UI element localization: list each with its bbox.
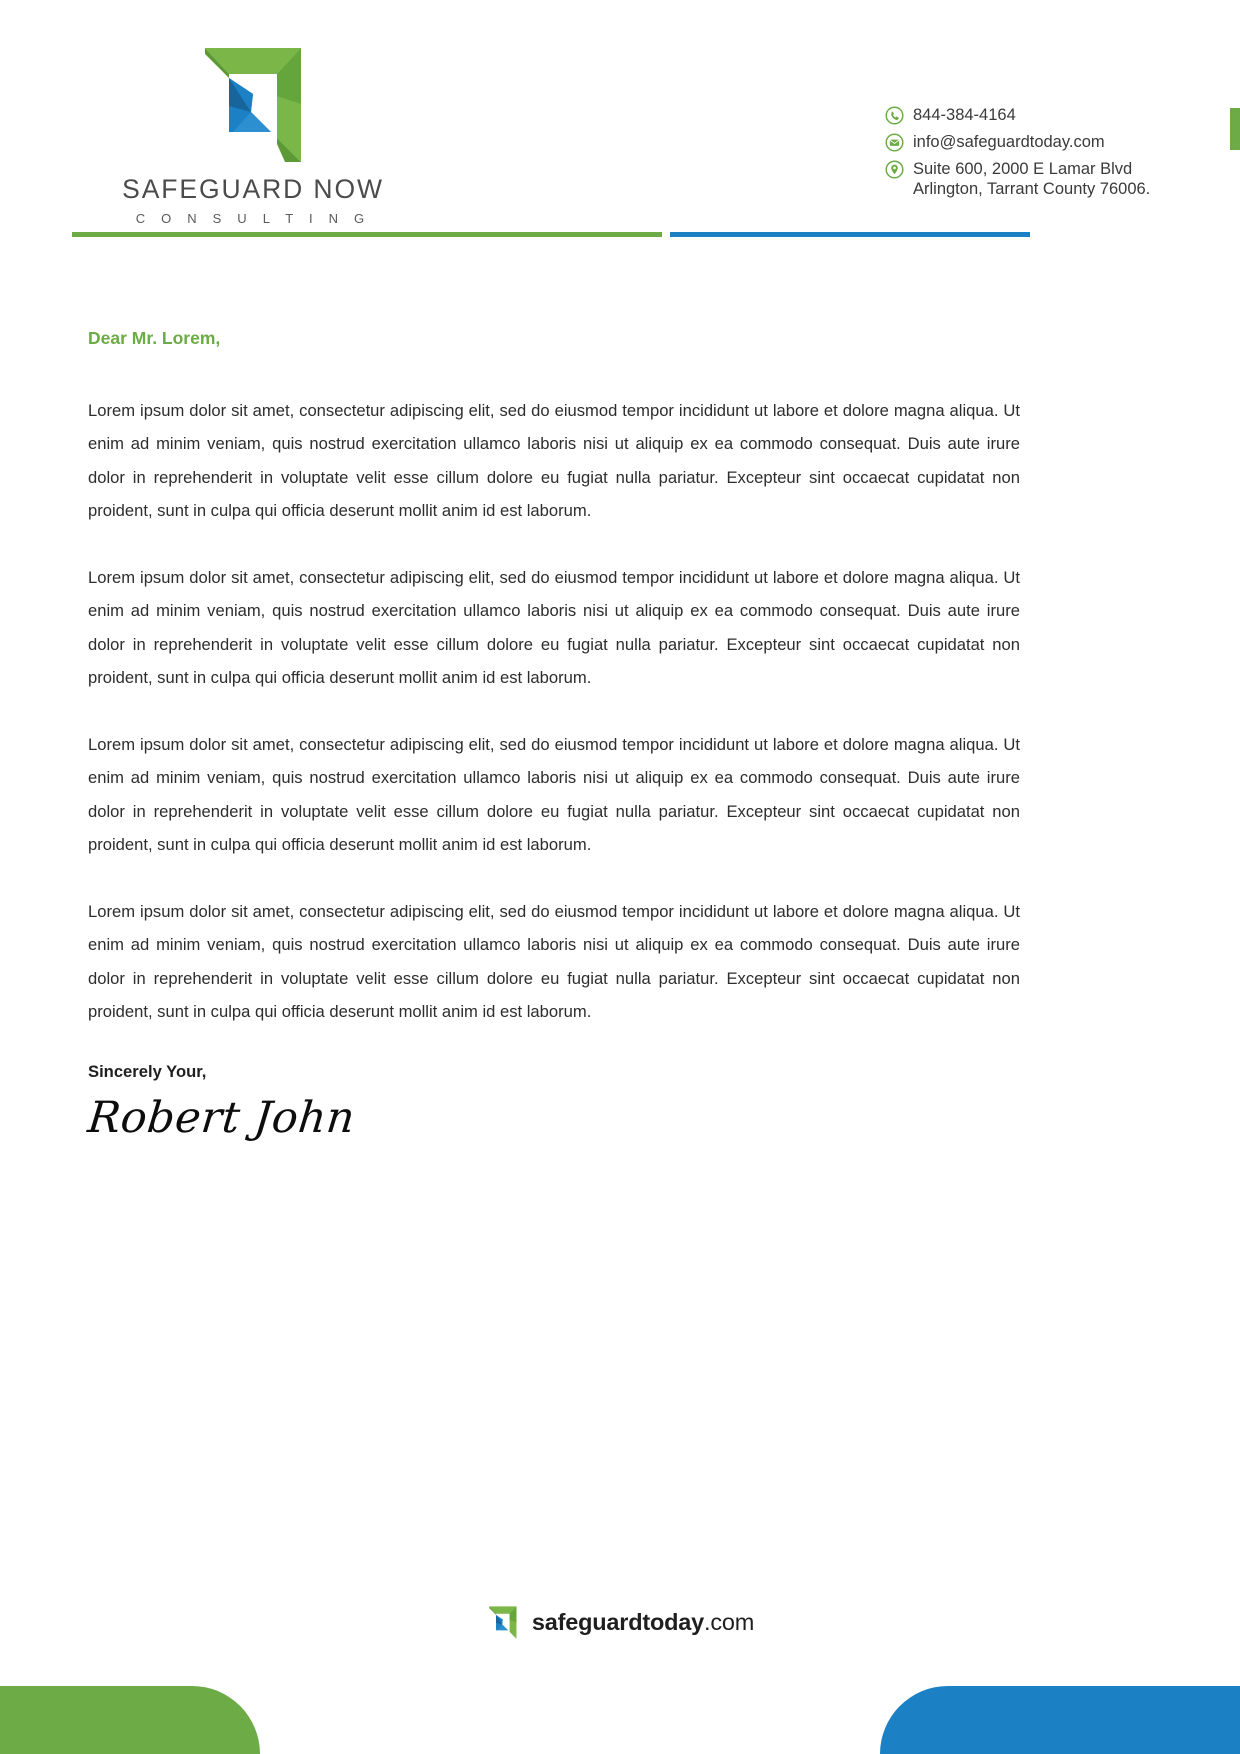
letter-body bbox=[85, 328, 1020, 1145]
footer-corner-blue bbox=[880, 1686, 1240, 1754]
footer-brand-block bbox=[486, 1605, 754, 1639]
footer-website[interactable] bbox=[532, 1609, 754, 1636]
brand-block bbox=[88, 44, 418, 225]
footer-site-name: safeguardtoday bbox=[531, 1608, 705, 1635]
location-pin-icon bbox=[885, 160, 904, 179]
safeguard-chevron-logo-icon bbox=[193, 44, 313, 162]
address-line-1: Suite 600, 2000 E Lamar Blvd bbox=[913, 160, 1133, 179]
right-edge-green-tab bbox=[1230, 108, 1240, 150]
letter-signoff: Sincerely Your, bbox=[88, 1061, 207, 1081]
email-icon bbox=[885, 133, 904, 152]
phone-icon bbox=[885, 106, 904, 125]
brand-name: SAFEGUARD NOW bbox=[122, 174, 384, 204]
safeguard-chevron-logo-small-icon bbox=[486, 1605, 520, 1639]
contact-phone-text: 844-384-4164 bbox=[913, 106, 1016, 124]
signature-text: Robert John bbox=[85, 1092, 358, 1143]
letterhead-header bbox=[0, 0, 1240, 240]
letter-greeting: Dear Mr. Lorem, bbox=[88, 328, 221, 348]
contact-address-text bbox=[913, 159, 1150, 199]
letter-paragraph: Lorem ipsum dolor sit amet, consectetur adipiscing elit, sed do eiusmod tempor incididunt ut labore et dolore magna aliqua. Ut enim ad minim veniam, quis nostrud exercitation ullamco laboris nisi ut aliquip ex ea commodo consequat. Duis aute irure dolor in reprehenderit in voluptate velit esse cillum dolore eu fugiat nulla pariatur. Excepteur sint occaecat cupidatat non proident, sunt in culpa qui officia deserunt mollit anim id est laborum. bbox=[88, 400, 1020, 520]
contact-email-text: info@safeguardtoday.com bbox=[913, 133, 1105, 152]
divider-bar-green bbox=[72, 232, 662, 237]
divider-bar-blue bbox=[670, 232, 1030, 237]
contact-row-email bbox=[885, 132, 1185, 152]
address-line-2: Arlington, Tarrant County 76006. bbox=[913, 180, 1151, 199]
brand-subtitle: C O N S U L T I N G bbox=[135, 210, 371, 226]
letter-paragraph: Lorem ipsum dolor sit amet, consectetur adipiscing elit, sed do eiusmod tempor incididunt ut labore et dolore magna aliqua. Ut enim ad minim veniam, quis nostrud exercitation ullamco laboris nisi ut aliquip ex ea commodo consequat. Duis aute irure dolor in reprehenderit in voluptate velit esse cillum dolore eu fugiat nulla pariatur. Excepteur sint occaecat cupidatat non proident, sunt in culpa qui officia deserunt mollit anim id est laborum. bbox=[88, 567, 1020, 687]
contact-row-phone bbox=[885, 105, 1185, 125]
footer-site-tld: .com bbox=[704, 1608, 755, 1635]
letterhead-footer bbox=[0, 1554, 1240, 1754]
contact-row-address bbox=[885, 159, 1185, 199]
contact-block bbox=[885, 105, 1185, 200]
letter-paragraph: Lorem ipsum dolor sit amet, consectetur adipiscing elit, sed do eiusmod tempor incididunt ut labore et dolore magna aliqua. Ut enim ad minim veniam, quis nostrud exercitation ullamco laboris nisi ut aliquip ex ea commodo consequat. Duis aute irure dolor in reprehenderit in voluptate velit esse cillum dolore eu fugiat nulla pariatur. Excepteur sint occaecat cupidatat non proident, sunt in culpa qui officia deserunt mollit anim id est laborum. bbox=[88, 734, 1020, 854]
footer-corner-green bbox=[0, 1686, 260, 1754]
letter-paragraph: Lorem ipsum dolor sit amet, consectetur adipiscing elit, sed do eiusmod tempor incididunt ut labore et dolore magna aliqua. Ut enim ad minim veniam, quis nostrud exercitation ullamco laboris nisi ut aliquip ex ea commodo consequat. Duis aute irure dolor in reprehenderit in voluptate velit esse cillum dolore eu fugiat nulla pariatur. Excepteur sint occaecat cupidatat non proident, sunt in culpa qui officia deserunt mollit anim id est laborum. bbox=[88, 901, 1020, 1021]
